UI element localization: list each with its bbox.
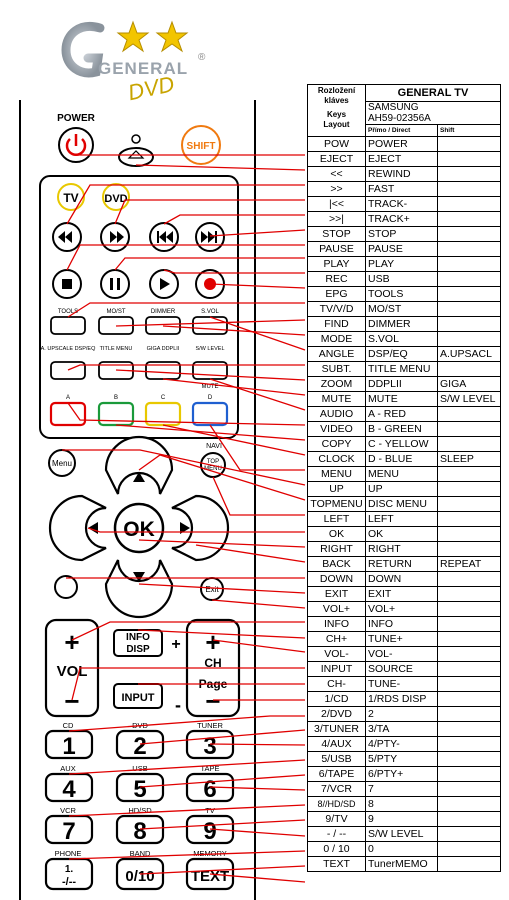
table-cell-direct: 9 [366, 812, 438, 827]
table-row [308, 737, 501, 752]
table-cell-direct: TRACK- [366, 197, 438, 212]
table-row [308, 392, 501, 407]
table-cell-shift [438, 497, 501, 512]
table-row [308, 707, 501, 722]
table-cell-direct: MUTE [366, 392, 438, 407]
header-model: SAMSUNG AH59-02356A [366, 102, 501, 125]
page-minus-icon: - [175, 695, 181, 715]
table-cell-direct: TUNE+ [366, 632, 438, 647]
table-cell-key: CH+ [308, 632, 366, 647]
text-label: TEXT [190, 868, 230, 885]
star-icon [157, 22, 187, 51]
num-5-label: 5 [133, 776, 147, 803]
table-cell-direct: FAST [366, 182, 438, 197]
mute-label: MUTE [201, 384, 219, 390]
table-cell-key: 3/TUNER [308, 722, 366, 737]
table-cell-key: VOL+ [308, 602, 366, 617]
ch-label: CH [204, 656, 222, 670]
table-cell-direct: 4/PTY- [366, 737, 438, 752]
table-cell-key: TOPMENU [308, 497, 366, 512]
page-label: Page [198, 677, 228, 691]
table-cell-shift [438, 662, 501, 677]
table-cell-shift: GIGA [438, 377, 501, 392]
table-cell-direct: 6/PTY+ [366, 767, 438, 782]
table-cell-direct: VOL+ [366, 602, 438, 617]
table-row [308, 632, 501, 647]
fast-forward-button[interactable] [101, 223, 129, 251]
table-cell-key: EXIT [308, 587, 366, 602]
num-label-dvd: DVD [132, 721, 148, 730]
table-cell-direct: USB [366, 272, 438, 287]
table-cell-shift [438, 332, 501, 347]
table-row [308, 497, 501, 512]
table-row [308, 332, 501, 347]
num-label-memory: MEMORY [193, 849, 227, 858]
table-cell-key: >> [308, 182, 366, 197]
table-row [308, 512, 501, 527]
table-cell-direct: 3/TA [366, 722, 438, 737]
table-cell-shift [438, 677, 501, 692]
table-cell-key: 5/USB [308, 752, 366, 767]
table-cell-key: ZOOM [308, 377, 366, 392]
table-cell-direct: B - GREEN [366, 422, 438, 437]
header-keys-layout: Rozložení kláves Keys Layout [308, 85, 366, 137]
num-2-label: 2 [133, 733, 147, 760]
table-cell-shift [438, 212, 501, 227]
dash-label-2: -/-- [61, 876, 77, 888]
table-cell-shift [438, 437, 501, 452]
up-button[interactable] [106, 437, 172, 494]
vol-plus-icon: + [64, 627, 80, 657]
navi-label: NAVI [206, 443, 222, 450]
num-label-cd: CD [62, 721, 74, 730]
stop-icon [62, 279, 72, 289]
table-row [308, 482, 501, 497]
table-row [308, 857, 501, 872]
table-row [308, 347, 501, 362]
table-cell-shift [438, 782, 501, 797]
logo-brand-text: GENERAL [98, 59, 189, 78]
table-row [308, 602, 501, 617]
table-cell-shift [438, 137, 501, 152]
table-row [308, 257, 501, 272]
table-cell-shift [438, 242, 501, 257]
title-menu-label: TITLE MENU [99, 346, 133, 352]
table-row [308, 617, 501, 632]
table-row [308, 197, 501, 212]
table-cell-shift [438, 587, 501, 602]
table-cell-direct: STOP [366, 227, 438, 242]
table-row [308, 527, 501, 542]
table-row [308, 557, 501, 572]
table-cell-key: |<< [308, 197, 366, 212]
most-label: MO/ST [106, 309, 126, 315]
table-cell-shift [438, 647, 501, 662]
num-4-label: 4 [62, 776, 76, 803]
down-button[interactable] [106, 560, 172, 617]
table-cell-shift [438, 737, 501, 752]
table-cell-shift [438, 482, 501, 497]
table-row [308, 572, 501, 587]
table-cell-shift [438, 812, 501, 827]
dsp-label: A. UPSCALE DSP/EQ [40, 346, 96, 352]
table-cell-shift: A.UPSACL [438, 347, 501, 362]
table-cell-key: 8//HD/SD [308, 797, 366, 812]
table-cell-direct: S.VOL [366, 332, 438, 347]
table-cell-key: PAUSE [308, 242, 366, 257]
pause-button[interactable] [101, 270, 129, 298]
table-row [308, 167, 501, 182]
table-cell-shift [438, 692, 501, 707]
num-label-aux: AUX [60, 764, 76, 773]
table-cell-direct: S/W LEVEL [366, 827, 438, 842]
table-row [308, 242, 501, 257]
table-row [308, 152, 501, 167]
num-label-band: BAND [129, 849, 151, 858]
key-mapping-table [307, 84, 501, 872]
color-letter-a: A [65, 395, 71, 401]
table-cell-shift [438, 512, 501, 527]
table-cell-direct: DDPLII [366, 377, 438, 392]
num-label-usb: USB [132, 764, 148, 773]
table-cell-direct: DOWN [366, 572, 438, 587]
dimmer-label: DIMMER [150, 309, 176, 315]
table-row [308, 227, 501, 242]
table-cell-key: BACK [308, 557, 366, 572]
table-cell-direct: 7 [366, 782, 438, 797]
table-cell-shift [438, 827, 501, 842]
table-cell-direct: 2 [366, 707, 438, 722]
table-row [308, 752, 501, 767]
table-row [308, 182, 501, 197]
num-7-label: 7 [62, 818, 76, 845]
color-letter-d: D [207, 395, 213, 401]
table-cell-direct: TUNE- [366, 677, 438, 692]
table-cell-direct: OK [366, 527, 438, 542]
table-cell-key: POW [308, 137, 366, 152]
table-cell-key: 6/TAPE [308, 767, 366, 782]
num-9-label: 9 [203, 818, 217, 845]
ok-label: OK [123, 518, 155, 541]
epg-button[interactable] [51, 317, 85, 334]
table-cell-direct: TRACK+ [366, 212, 438, 227]
table-cell-shift [438, 272, 501, 287]
table-cell-key: 9/TV [308, 812, 366, 827]
table-row [308, 287, 501, 302]
power-label: POWER [57, 113, 95, 124]
exit-label: Exit [205, 585, 219, 594]
table-cell-shift [438, 617, 501, 632]
table-cell-shift [438, 167, 501, 182]
table-cell-direct: 1/RDS DISP [366, 692, 438, 707]
blue-button[interactable] [193, 403, 227, 425]
table-cell-shift [438, 407, 501, 422]
table-cell-key: PLAY [308, 257, 366, 272]
table-cell-key: INFO [308, 617, 366, 632]
table-row [308, 542, 501, 557]
top-menu-label-1: TOP [206, 459, 220, 465]
table-row [308, 587, 501, 602]
sw-level-label: S/W LEVEL [195, 346, 225, 352]
table-cell-key: CH- [308, 677, 366, 692]
table-cell-shift: S/W LEVEL [438, 392, 501, 407]
num-1-label: 1 [62, 733, 76, 760]
table-cell-shift: SLEEP [438, 452, 501, 467]
svol-label: S.VOL [201, 309, 219, 315]
ch-plus-icon: + [205, 627, 221, 657]
table-cell-key: VOL- [308, 647, 366, 662]
table-row [308, 137, 501, 152]
table-cell-shift [438, 257, 501, 272]
num-label-tv: TV [205, 806, 215, 815]
vol-label: VOL [56, 663, 88, 680]
table-cell-direct: 8 [366, 797, 438, 812]
connector-lines [62, 155, 305, 882]
table-cell-shift [438, 857, 501, 872]
table-cell-shift [438, 752, 501, 767]
ch-minus-icon: − [205, 686, 221, 716]
table-cell-direct: D - BLUE [366, 452, 438, 467]
tools-label: TOOLS [57, 309, 79, 315]
table-cell-shift [438, 707, 501, 722]
track-prev-button[interactable] [150, 223, 178, 251]
table-cell-shift [438, 422, 501, 437]
table-cell-shift [438, 182, 501, 197]
table-cell-shift [438, 362, 501, 377]
num-6-label: 6 [203, 776, 217, 803]
table-cell-key: 1/CD [308, 692, 366, 707]
table-cell-direct: 0 [366, 842, 438, 857]
table-header-row [308, 85, 501, 102]
table-cell-key: MODE [308, 332, 366, 347]
table-cell-key: AUDIO [308, 407, 366, 422]
color-letter-b: B [113, 395, 119, 401]
table-row [308, 362, 501, 377]
table-cell-shift [438, 767, 501, 782]
vol-minus-icon: − [64, 686, 80, 716]
giga-label: GIGA DDPLII [146, 346, 180, 352]
table-cell-direct: PAUSE [366, 242, 438, 257]
table-cell-key: ANGLE [308, 347, 366, 362]
table-cell-direct: DIMMER [366, 317, 438, 332]
star-icon [118, 22, 148, 51]
table-cell-direct: VOL- [366, 647, 438, 662]
table-cell-key: RIGHT [308, 542, 366, 557]
table-row [308, 647, 501, 662]
table-cell-key: COPY [308, 437, 366, 452]
table-cell-shift [438, 287, 501, 302]
table-row [308, 467, 501, 482]
tv-label: TV [63, 191, 79, 205]
stop-button[interactable] [53, 270, 81, 298]
table-cell-direct: INFO [366, 617, 438, 632]
table-cell-key: << [308, 167, 366, 182]
table-cell-direct: RIGHT [366, 542, 438, 557]
table-cell-key: STOP [308, 227, 366, 242]
table-cell-key: >>| [308, 212, 366, 227]
num-label-tuner: TUNER [197, 721, 223, 730]
rewind-button[interactable] [53, 223, 81, 251]
info-label-2: DISP [126, 644, 150, 655]
table-cell-direct: TunerMEMO [366, 857, 438, 872]
table-cell-shift [438, 302, 501, 317]
table-cell-direct: MO/ST [366, 302, 438, 317]
table-row [308, 827, 501, 842]
table-cell-key: 4/AUX [308, 737, 366, 752]
logo-sub-text: DVD [125, 71, 177, 106]
table-cell-direct: UP [366, 482, 438, 497]
table-row [308, 692, 501, 707]
table-cell-shift [438, 572, 501, 587]
table-cell-direct: EJECT [366, 152, 438, 167]
mode-button[interactable] [193, 317, 227, 334]
menu-label: Menu [51, 459, 73, 468]
table-cell-key: 0 / 10 [308, 842, 366, 857]
table-cell-key: REC [308, 272, 366, 287]
table-cell-key: MENU [308, 467, 366, 482]
table-cell-direct: PLAY [366, 257, 438, 272]
table-cell-shift: REPEAT [438, 557, 501, 572]
table-cell-key: TEXT [308, 857, 366, 872]
dvd-label: DVD [104, 193, 128, 205]
num-8-label: 8 [133, 818, 147, 845]
table-row [308, 317, 501, 332]
num-label-phone: PHONE [54, 849, 82, 858]
table-cell-key: VIDEO [308, 422, 366, 437]
top-menu-label-2: MENU [204, 466, 222, 472]
table-row [308, 212, 501, 227]
table-cell-direct: A - RED [366, 407, 438, 422]
table-cell-shift [438, 722, 501, 737]
table-row [308, 452, 501, 467]
table-row [308, 797, 501, 812]
table-cell-key: MUTE [308, 392, 366, 407]
table-cell-direct: C - YELLOW [366, 437, 438, 452]
page-plus-icon: + [171, 636, 181, 653]
table-cell-direct: 5/PTY [366, 752, 438, 767]
table-row [308, 767, 501, 782]
table-cell-direct: RETURN [366, 557, 438, 572]
table-row [308, 407, 501, 422]
table-row [308, 677, 501, 692]
table-cell-key: EJECT [308, 152, 366, 167]
table-cell-direct: TOOLS [366, 287, 438, 302]
pause-icon [117, 278, 120, 290]
table-cell-shift [438, 797, 501, 812]
table-cell-direct: POWER [366, 137, 438, 152]
table-cell-key: EPG [308, 287, 366, 302]
table-cell-shift [438, 227, 501, 242]
table-row [308, 422, 501, 437]
table-cell-shift [438, 632, 501, 647]
table-cell-shift [438, 842, 501, 857]
table-cell-direct: EXIT [366, 587, 438, 602]
table-cell-shift [438, 197, 501, 212]
table-cell-direct: SOURCE [366, 662, 438, 677]
registered-mark: ® [198, 52, 206, 63]
num-label-tape: TAPE [200, 764, 220, 773]
table-cell-key: OK [308, 527, 366, 542]
table-cell-key: - / -- [308, 827, 366, 842]
header-brand: GENERAL TV [366, 85, 501, 102]
table-cell-direct: TITLE MENU [366, 362, 438, 377]
table-cell-shift [438, 542, 501, 557]
color-letter-c: C [160, 395, 166, 401]
red-button[interactable] [51, 403, 85, 425]
table-row [308, 812, 501, 827]
table-cell-key: CLOCK [308, 452, 366, 467]
table-cell-key: SUBT. [308, 362, 366, 377]
led-indicator [132, 135, 140, 143]
table-cell-key: 2/DVD [308, 707, 366, 722]
table-cell-key: TV/V/D [308, 302, 366, 317]
header-direct: Přímo / Direct [366, 125, 438, 137]
table-row [308, 272, 501, 287]
table-cell-direct: DISC MENU [366, 497, 438, 512]
table-cell-direct: MENU [366, 467, 438, 482]
dash-label-1: 1. [64, 864, 74, 875]
num-label-hdsd: HD/SD [128, 806, 152, 815]
table-cell-key: DOWN [308, 572, 366, 587]
input-label: INPUT [121, 692, 155, 704]
table-cell-direct: REWIND [366, 167, 438, 182]
table-row [308, 437, 501, 452]
table-cell-direct: LEFT [366, 512, 438, 527]
table-cell-key: UP [308, 482, 366, 497]
table-cell-key: INPUT [308, 662, 366, 677]
table-cell-key: LEFT [308, 512, 366, 527]
num-3-label: 3 [203, 733, 217, 760]
shift-label: SHIFT [186, 141, 216, 152]
table-cell-key: FIND [308, 317, 366, 332]
table-cell-shift [438, 602, 501, 617]
table-cell-shift [438, 467, 501, 482]
num-label-vcr: VCR [60, 806, 76, 815]
table-cell-shift [438, 527, 501, 542]
track-next-button[interactable] [196, 223, 224, 251]
header-shift: Shift [438, 125, 501, 137]
table-row [308, 722, 501, 737]
table-row [308, 662, 501, 677]
general-dvd-logo [66, 22, 206, 105]
table-cell-shift [438, 152, 501, 167]
table-row [308, 302, 501, 317]
table-cell-direct: DSP/EQ [366, 347, 438, 362]
play-button[interactable] [150, 270, 178, 298]
info-label-1: INFO [126, 632, 150, 643]
table-row [308, 842, 501, 857]
zero-label: 0/10 [125, 868, 155, 885]
back-button[interactable] [55, 576, 77, 598]
table-cell-shift [438, 317, 501, 332]
table-cell-key: 7/VCR [308, 782, 366, 797]
table-row [308, 377, 501, 392]
table-row [308, 782, 501, 797]
